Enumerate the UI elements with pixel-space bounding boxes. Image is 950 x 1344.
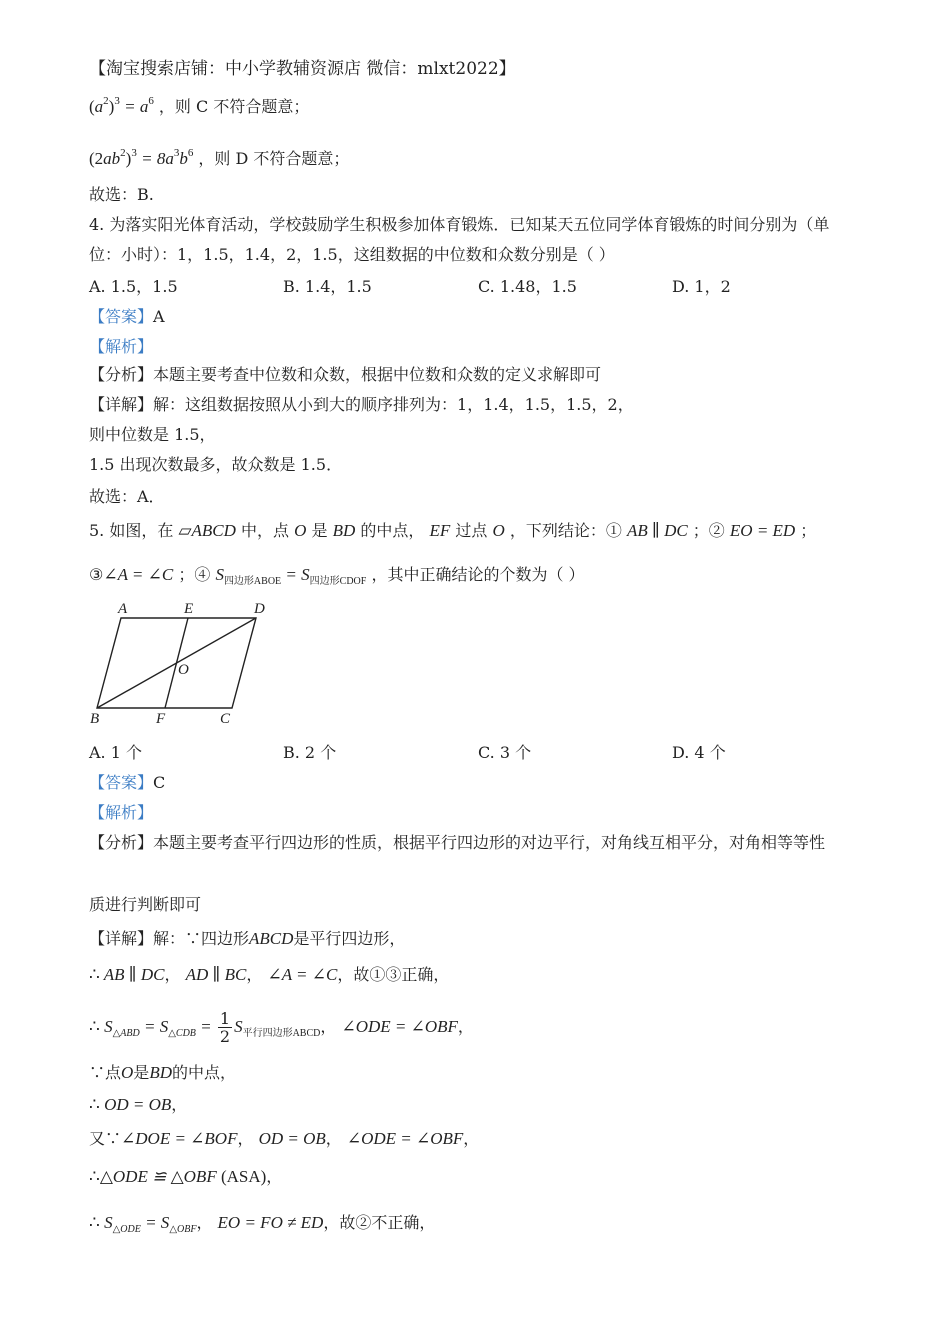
q5-detail-line3: ∴ $S_{\triangle ABD} = S_{\triangle CDB}$ = $\frac{1}{2}$ $S_{平行四边形ABCD}$， ∠ODE = ∠OBF， [89,1009,474,1046]
q5-analysis-line1: 【分析】本题主要考查平行四边形的性质，根据平行四边形的对边平行，对角线互相平分，对角相等等性 [89,833,826,852]
label-A: A [118,601,128,617]
q4-option-b: B. 1.4，1.5 [283,277,372,296]
q4-detail-line1: 【详解】解：这组数据按照从小到大的顺序排列为：1，1.4，1.5，1.5，2， [89,395,634,414]
q5-analysis-line2: 质进行判断即可 [89,895,202,914]
q5-detail-line8: ∴ $S_{\triangle ODE} = S_{\triangle OBF}$， EO = FO ≠ ED，故②不正确， [89,1213,436,1235]
q4-stem-line1: 4. 为落实阳光体育活动，学校鼓励学生积极参加体育锻炼．已知某天五位同学体育锻炼的时间分别为（单 [89,215,830,234]
label-O: O [178,662,189,678]
prev-choice: 故选：B. [89,185,154,204]
q4-jiexi-tag: 【解析】 [89,337,154,356]
q5-detail-line5: ∴ OD = OB， [89,1095,188,1114]
label-C: C [220,711,231,727]
q4-option-a: A. 1.5，1.5 [89,277,178,296]
answer-tag: 【答案】 [89,773,154,792]
q5-detail-line6: 又∵∠DOE = ∠BOF， OD = OB， ∠ODE = ∠OBF， [89,1129,480,1148]
q5-detail-line1: 【详解】解：∵四边形ABCD是平行四边形， [89,929,406,948]
label-D: D [254,601,265,617]
q5-option-d: D. 4 个 [672,743,726,762]
label-F: F [156,711,166,727]
parallelogram-figure [86,596,276,730]
q5-option-a: A. 1 个 [89,743,142,762]
q5-option-c: C. 3 个 [478,743,532,762]
q5-stem-line2: ③∠A = ∠C ；④ $S_{四边形ABOE} = S_{四边形CDOF}$ ，其中正确结论的个数为（ ） [89,565,585,587]
label-B: B [90,711,100,727]
answer-tag: 【答案】 [89,307,154,326]
q5-detail-line2: ∴ AB ∥ DC， AD ∥ BC， ∠A = ∠C，故①③正确， [89,965,450,984]
q4-detail-line2: 则中位数是 1.5， [89,425,216,444]
label-E: E [184,601,194,617]
q4-analysis: 【分析】本题主要考查中位数和众数，根据中位数和众数的定义求解即可 [89,365,602,384]
formula: $(2ab^2)^3 = 8a^3b^6$ [89,147,194,168]
prev-option-d-line: $(2ab^2)^3 = 8a^3b^6$ ，则 D 不符合题意； [89,147,350,168]
q4-option-d: D. 1，2 [672,277,731,296]
q5-detail-line4: ∵点O是BD的中点， [89,1063,236,1082]
q5-answer [89,772,165,794]
shop-banner: 【淘宝搜索店铺：中小学教辅资源店 微信：mlxt2022】 [89,59,516,79]
q5-jiexi-tag: 【解析】 [89,803,154,822]
q4-option-c: C. 1.48，1.5 [478,277,577,296]
prev-option-c-line: $(a^2)^3 = a^6$ ，则 C 不符合题意； [89,95,310,116]
q4-answer [89,306,165,328]
q4-detail-line3: 1.5 出现次数最多，故众数是 1.5． [89,455,343,474]
answer-value: C [153,773,166,792]
q5-option-b: B. 2 个 [283,743,337,762]
answer-value: A [153,307,165,326]
q5-detail-line7: ∴△ODE ≌ △OBF (ASA)， [89,1167,283,1186]
q4-stem-line2: 位：小时）：1，1.5，1.4，2，1.5，这组数据的中位数和众数分别是（ ） [89,245,615,264]
formula: $(a^2)^3 = a^6$ [89,95,154,116]
q5-stem-line1: 5. 如图，在 ▱ABCD 中，点 O 是 BD 的中点， EF 过点 O ，下列结论：① AB ∥ DC ；② EO = ED ； [89,521,817,540]
q4-choice: 故选：A． [89,487,165,506]
